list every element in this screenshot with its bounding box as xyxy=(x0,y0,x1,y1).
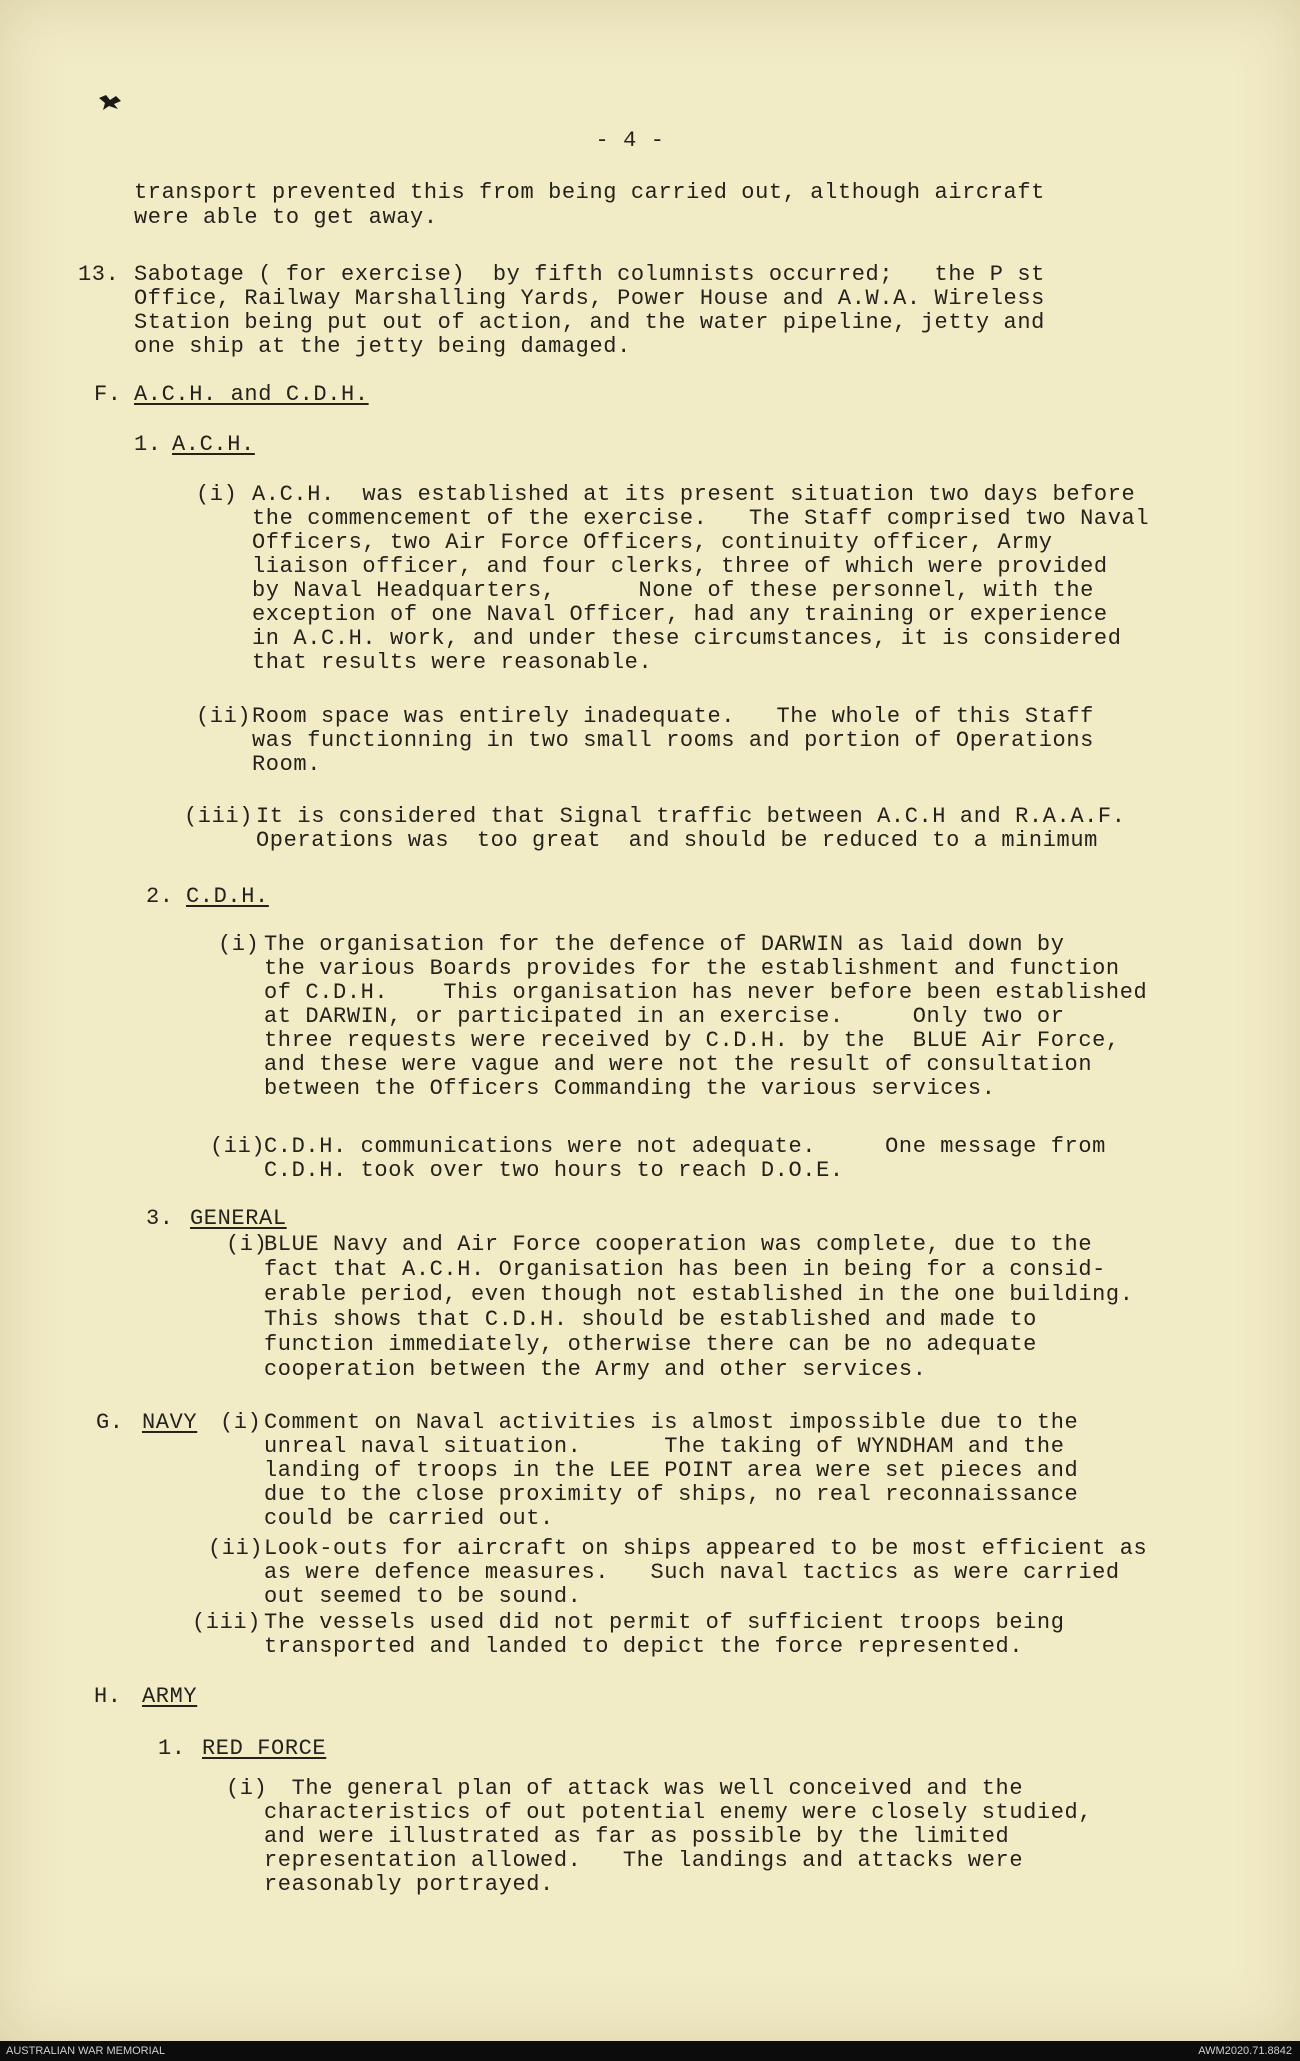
f2-i-line: three requests were received by C.D.H. by the BLUE Air Force, xyxy=(264,1028,1120,1053)
h1-i-line: representation allowed. The landings and attacks were xyxy=(264,1848,1024,1873)
f3-i-line: BLUE Navy and Air Force cooperation was complete, due to the xyxy=(264,1232,1093,1257)
f1-i-line: A.C.H. was established at its present situation two days before xyxy=(252,482,1136,507)
f2-title: C.D.H. xyxy=(186,884,269,909)
item-13-line: Office, Railway Marshalling Yards, Power House and A.W.A. Wireless xyxy=(134,286,1045,311)
f1-iii-label: (iii) xyxy=(184,804,254,829)
f1-i-line: Officers, two Air Force Officers, continuity officer, Army xyxy=(252,530,1053,555)
f3-i-label: (i) xyxy=(226,1232,268,1257)
f2-i-line: The organisation for the defence of DARWIN as laid down by xyxy=(264,932,1065,957)
g-ii-label: (ii) xyxy=(208,1536,264,1561)
f1-iii-line: It is considered that Signal traffic between A.C.H and R.A.A.F. xyxy=(256,804,1126,829)
g-iii-line: The vessels used did not permit of sufficient troops being xyxy=(264,1610,1065,1635)
f2-ii-line: C.D.H. communications were not adequate. One message from xyxy=(264,1134,1106,1159)
g-iii-label: (iii) xyxy=(192,1610,262,1635)
g-ii-line: as were defence measures. Such naval tactics as were carried xyxy=(264,1560,1120,1585)
item-13-line: one ship at the jetty being damaged. xyxy=(134,334,631,359)
g-i-label: (i) xyxy=(220,1410,262,1435)
g-i-line: landing of troops in the LEE POINT area were set pieces and xyxy=(264,1458,1079,1483)
item-13-line: Sabotage ( for exercise) by fifth columnists occurred; the P st xyxy=(134,262,1045,287)
archive-footer xyxy=(0,2041,1300,2061)
g-i-line: unreal naval situation. The taking of WYNDHAM and the xyxy=(264,1434,1065,1459)
h1-number: 1. xyxy=(158,1736,186,1761)
f2-number: 2. xyxy=(146,884,174,909)
h1-i-line: characteristics of out potential enemy were closely studied, xyxy=(264,1800,1093,1825)
ink-blot-icon xyxy=(96,92,124,112)
page-number: - 4 - xyxy=(595,128,665,153)
g-iii-line: transported and landed to depict the force represented. xyxy=(264,1634,1024,1659)
h1-i-line: reasonably portrayed. xyxy=(264,1872,554,1897)
f1-iii-line: Operations was too great and should be reduced to a minimum xyxy=(256,828,1098,853)
f1-i-line: by Naval Headquarters, None of these personnel, with the xyxy=(252,578,1094,603)
h1-title: RED FORCE xyxy=(202,1736,327,1761)
section-h-title: ARMY xyxy=(142,1684,198,1709)
section-g-letter: G. xyxy=(96,1410,124,1435)
f1-i-line: in A.C.H. work, and under these circumstances, it is considered xyxy=(252,626,1122,651)
continuation-line-1: transport prevented this from being carried out, although aircraft xyxy=(134,180,1045,205)
section-g-title: NAVY xyxy=(142,1410,198,1435)
f2-ii-line: C.D.H. took over two hours to reach D.O.E. xyxy=(264,1158,844,1183)
f1-i-line: the commencement of the exercise. The Staff comprised two Naval xyxy=(252,506,1150,531)
f1-ii-label: (ii) xyxy=(196,704,252,729)
f3-i-line: function immediately, otherwise there can be no adequate xyxy=(264,1332,1037,1357)
f2-i-line: of C.D.H. This organisation has never before been established xyxy=(264,980,1148,1005)
item-13-number: 13. xyxy=(78,262,120,287)
g-i-line: Comment on Naval activities is almost impossible due to the xyxy=(264,1410,1079,1435)
f2-ii-label: (ii) xyxy=(210,1134,266,1159)
footer-accession-number: AWM2020.71.8842 xyxy=(1198,2045,1292,2057)
f1-ii-line: Room space was entirely inadequate. The whole of this Staff xyxy=(252,704,1094,729)
g-i-line: due to the close proximity of ships, no real reconnaissance xyxy=(264,1482,1079,1507)
f1-ii-line: was functionning in two small rooms and portion of Operations xyxy=(252,728,1094,753)
f3-number: 3. xyxy=(146,1206,174,1231)
f3-i-line: cooperation between the Army and other services. xyxy=(264,1357,927,1382)
f2-i-line: between the Officers Commanding the various services. xyxy=(264,1076,996,1101)
f1-ii-line: Room. xyxy=(252,752,322,777)
f3-i-line: This shows that C.D.H. should be established and made to xyxy=(264,1307,1037,1332)
section-f-title: A.C.H. and C.D.H. xyxy=(134,382,369,407)
f1-i-line: that results were reasonable. xyxy=(252,650,653,675)
f2-i-line: the various Boards provides for the establishment and function xyxy=(264,956,1120,981)
f2-i-label: (i) xyxy=(218,932,260,957)
f3-i-line: erable period, even though not established in the one building. xyxy=(264,1282,1134,1307)
h1-i-line: The general plan of attack was well conceived and the xyxy=(264,1776,1024,1801)
f1-title: A.C.H. xyxy=(172,432,255,457)
h1-i-line: and were illustrated as far as possible by the limited xyxy=(264,1824,1010,1849)
f3-title: GENERAL xyxy=(190,1206,287,1231)
g-ii-line: Look-outs for aircraft on ships appeared to be most efficient as xyxy=(264,1536,1148,1561)
h1-i-label: (i) xyxy=(226,1776,268,1801)
section-h-letter: H. xyxy=(94,1684,122,1709)
f1-i-line: liaison officer, and four clerks, three of which were provided xyxy=(252,554,1108,579)
f3-i-line: fact that A.C.H. Organisation has been in being for a consid- xyxy=(264,1257,1106,1282)
f1-i-label: (i) xyxy=(196,482,238,507)
f1-number: 1. xyxy=(134,432,162,457)
f2-i-line: at DARWIN, or participated in an exercise. Only two or xyxy=(264,1004,1065,1029)
g-ii-line: out seemed to be sound. xyxy=(264,1584,582,1609)
continuation-line-2: were able to get away. xyxy=(134,205,438,230)
g-i-line: could be carried out. xyxy=(264,1506,554,1531)
f1-i-line: exception of one Naval Officer, had any training or experience xyxy=(252,602,1108,627)
item-13-line: Station being put out of action, and the water pipeline, jetty and xyxy=(134,310,1045,335)
section-f-letter: F. xyxy=(94,382,122,407)
f2-i-line: and these were vague and were not the result of consultation xyxy=(264,1052,1093,1077)
footer-institution: AUSTRALIAN WAR MEMORIAL xyxy=(6,2045,166,2057)
